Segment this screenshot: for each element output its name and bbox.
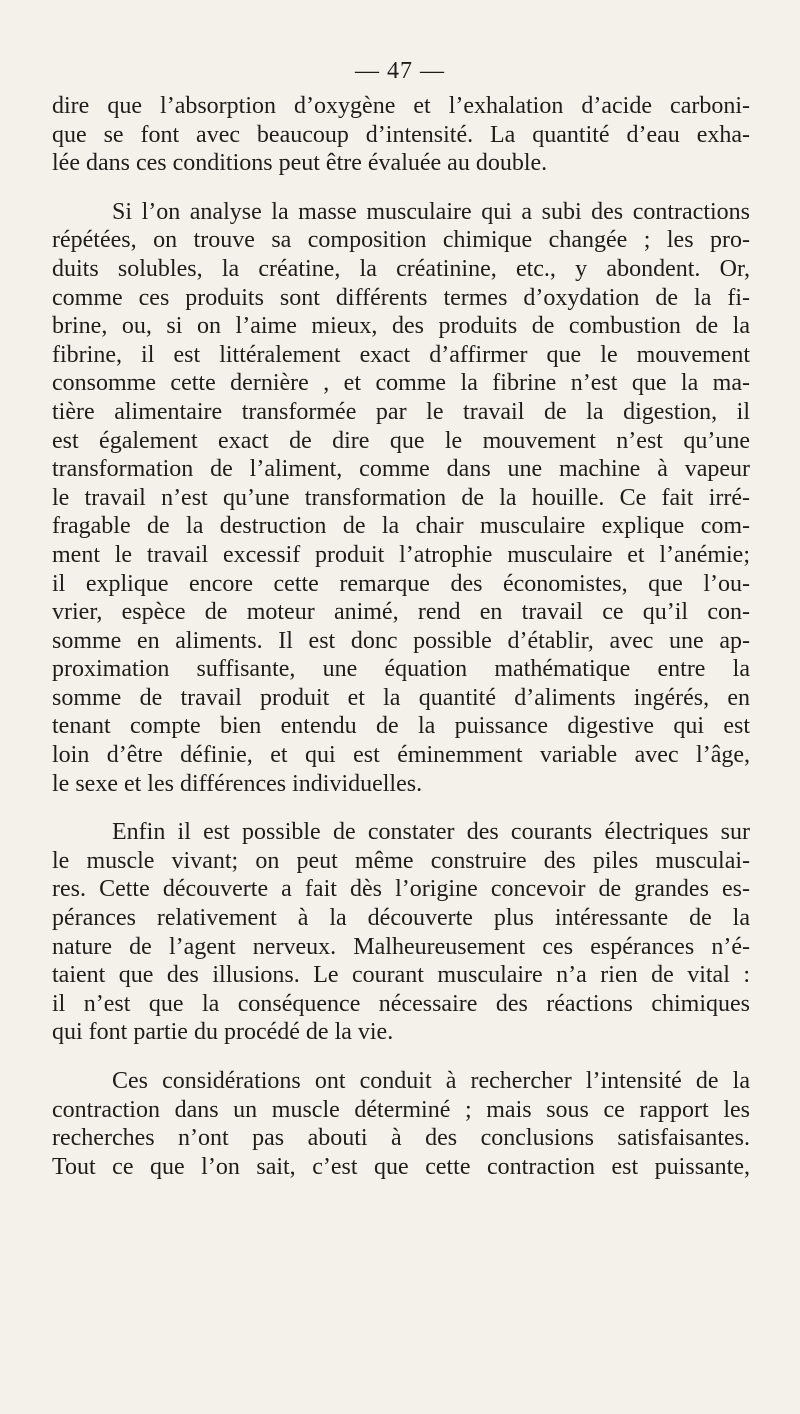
- paragraph-3: [52, 818, 750, 1047]
- text-line: transformation de l’aliment, comme dans une machine à vapeur: [52, 456, 750, 483]
- text-line: duits solubles, la créatine, la créatinine, etc., y abondent. Or,: [52, 255, 750, 282]
- paragraph-2: [52, 198, 750, 798]
- paragraph-1: [52, 92, 750, 178]
- text-line: le sexe et les différences individuelles.: [52, 770, 423, 797]
- text-line: lée dans ces conditions peut être évaluée au double.: [52, 150, 548, 177]
- text-line: est également exact de dire que le mouvement n’est qu’une: [52, 427, 750, 454]
- text-line: que se font avec beaucoup d’intensité. La quantité d’eau exha-: [52, 121, 750, 148]
- text-line: tenant compte bien entendu de la puissance digestive qui est: [52, 713, 750, 740]
- text-line: fragable de la destruction de la chair musculaire explique com-: [52, 513, 750, 540]
- text-line: somme en aliments. Il est donc possible d’établir, avec une ap-: [52, 627, 750, 654]
- text-line: tière alimentaire transformée par le travail de la digestion, il: [52, 398, 750, 425]
- text-line: taient que des illusions. Le courant musculaire n’a rien de vital :: [52, 962, 750, 989]
- text-line: brine, ou, si on l’aime mieux, des produits de combustion de la: [52, 313, 750, 340]
- text-line: Ces considérations ont conduit à rechercher l’intensité de la: [112, 1068, 750, 1094]
- text-line: Tout ce que l’on sait, c’est que cette contraction est puissante,: [52, 1153, 750, 1180]
- page-number: — 47 —: [355, 58, 445, 84]
- text-line: il explique encore cette remarque des économistes, que l’ou-: [52, 570, 750, 597]
- text-line: dire que l’absorption d’oxygène et l’exhalation d’acide carboni-: [52, 93, 750, 119]
- text-line: fibrine, il est littéralement exact d’affirmer que le mouvement: [52, 341, 750, 368]
- text-line: vrier, espèce de moteur animé, rend en travail ce qu’il con-: [52, 599, 750, 626]
- paragraph-4: [52, 1067, 750, 1181]
- text-line: le travail n’est qu’une transformation de la houille. Ce fait irré-: [52, 484, 750, 511]
- text-line: res. Cette découverte a fait dès l’origine concevoir de grandes es-: [52, 876, 750, 903]
- text-line: répétées, on trouve sa composition chimique changée ; les pro-: [52, 227, 750, 254]
- text-line: Si l’on analyse la masse musculaire qui a subi des contractions: [112, 198, 750, 225]
- text-line: comme ces produits sont différents termes d’oxydation de la fi-: [52, 284, 750, 311]
- text-line: ment le travail excessif produit l’atrophie musculaire et l’anémie;: [52, 541, 750, 568]
- text-line: proximation suffisante, une équation mathématique entre la: [52, 656, 750, 683]
- text-line: somme de travail produit et la quantité d’aliments ingérés, en: [52, 684, 750, 711]
- body-text: [52, 92, 750, 1201]
- text-line: contraction dans un muscle déterminé ; mais sous ce rapport les: [52, 1096, 750, 1123]
- text-line: recherches n’ont pas abouti à des conclusions satisfaisantes.: [52, 1125, 750, 1152]
- text-line: le muscle vivant; on peut même construire des piles musculai-: [52, 847, 750, 874]
- text-line: nature de l’agent nerveux. Malheureusement ces espérances n’é-: [52, 933, 750, 960]
- text-line: loin d’être définie, et qui est éminemment variable avec l’âge,: [52, 742, 750, 769]
- text-line: Enfin il est possible de constater des courants électriques sur: [112, 819, 750, 846]
- text-line: qui font partie du procédé de la vie.: [52, 1019, 394, 1046]
- text-line: consomme cette dernière , et comme la fibrine n’est que la ma-: [52, 370, 750, 397]
- text-line: il n’est que la conséquence nécessaire des réactions chimiques: [52, 990, 750, 1017]
- text-line: pérances relativement à la découverte plus intéressante de la: [52, 905, 750, 932]
